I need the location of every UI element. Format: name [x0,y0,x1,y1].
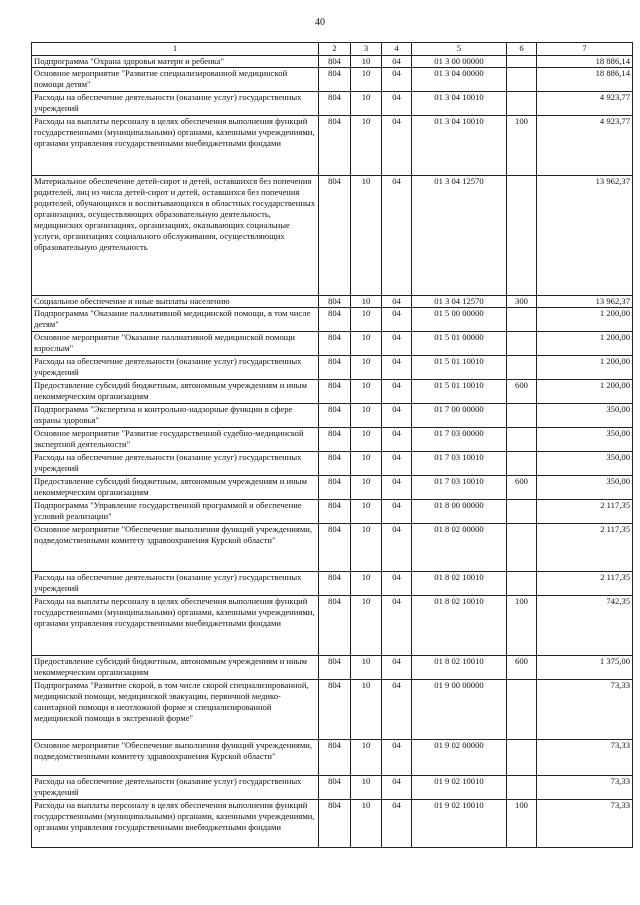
row-col2: 804 [319,380,351,404]
row-col2: 804 [319,296,351,308]
row-col2: 804 [319,476,351,500]
row-col3: 10 [351,524,382,572]
row-col4: 04 [382,296,412,308]
row-col2: 804 [319,800,351,848]
row-col4: 04 [382,176,412,296]
row-col5: 01 8 00 00000 [412,500,507,524]
row-col2: 804 [319,308,351,332]
row-col3: 10 [351,68,382,92]
row-name: Предоставление субсидий бюджетным, автономным учреждениям и иным некоммерческим организациям [32,656,319,680]
row-col6 [507,524,537,572]
row-col5: 01 7 03 10010 [412,452,507,476]
row-col3: 10 [351,476,382,500]
row-col4: 04 [382,524,412,572]
row-col4: 04 [382,428,412,452]
row-name: Расходы на обеспечение деятельности (оказание услуг) государственных учреждений [32,92,319,116]
table-row [32,656,633,680]
row-col4: 04 [382,92,412,116]
row-name: Предоставление субсидий бюджетным, автономным учреждениям и иным некоммерческим организациям [32,476,319,500]
table-row [32,740,633,776]
row-col3: 10 [351,572,382,596]
column-header: 5 [412,43,507,56]
table-row [32,296,633,308]
row-col5: 01 3 00 00000 [412,56,507,68]
row-name: Расходы на обеспечение деятельности (оказание услуг) государственных учреждений [32,356,319,380]
row-name: Расходы на обеспечение деятельности (оказание услуг) государственных учреждений [32,776,319,800]
row-amount: 350,00 [537,452,633,476]
row-col3: 10 [351,596,382,656]
table-row [32,524,633,572]
row-col5: 01 5 01 00000 [412,332,507,356]
row-col6 [507,404,537,428]
row-col5: 01 3 04 10010 [412,92,507,116]
row-col6 [507,332,537,356]
row-name: Подпрограмма "Оказание паллиативной медицинской помощи, в том числе детям" [32,308,319,332]
row-col6 [507,176,537,296]
row-amount: 350,00 [537,428,633,452]
row-amount: 4 923,77 [537,116,633,176]
row-col4: 04 [382,452,412,476]
row-name: Подпрограмма "Экспертиза и контрольно-надзорные функции в сфере охраны здоровья" [32,404,319,428]
row-name: Основное мероприятие "Оказание паллиативной медицинской помощи взрослым" [32,332,319,356]
row-amount: 73,33 [537,800,633,848]
row-col5: 01 3 04 12570 [412,296,507,308]
row-amount: 73,33 [537,776,633,800]
row-col4: 04 [382,356,412,380]
column-header: 3 [351,43,382,56]
table-row [32,428,633,452]
row-col2: 804 [319,680,351,740]
table-row [32,356,633,380]
row-name: Расходы на выплаты персоналу в целях обеспечения выполнения функций государственными (муниципальными) органами, казенными учреждениями, органами управления государственными внебюджетными фондами [32,116,319,176]
row-col5: 01 8 02 10010 [412,596,507,656]
row-col5: 01 9 02 10010 [412,776,507,800]
row-col5: 01 5 00 00000 [412,308,507,332]
row-col5: 01 5 01 10010 [412,356,507,380]
row-amount: 4 923,77 [537,92,633,116]
row-col6 [507,68,537,92]
row-amount: 742,35 [537,596,633,656]
row-col4: 04 [382,740,412,776]
row-col6 [507,680,537,740]
table-row [32,680,633,740]
row-col6 [507,308,537,332]
column-header: 1 [32,43,319,56]
row-col4: 04 [382,404,412,428]
row-name: Предоставление субсидий бюджетным, автономным учреждениям и иным некоммерческим организациям [32,380,319,404]
row-col6 [507,428,537,452]
row-col6: 100 [507,116,537,176]
row-col5: 01 7 00 00000 [412,404,507,428]
row-name: Подпрограмма "Развитие скорой, в том числе скорой специализированной, медицинской помощи, медицинской эвакуации, первичной медико-санитарной помощи в неотложной форме и специализированной медицинской помощи в экстренной форме" [32,680,319,740]
row-col3: 10 [351,680,382,740]
table-row [32,500,633,524]
row-col6: 600 [507,380,537,404]
row-col4: 04 [382,680,412,740]
row-col3: 10 [351,56,382,68]
row-col5: 01 3 04 12570 [412,176,507,296]
row-amount: 18 886,14 [537,56,633,68]
row-amount: 13 962,37 [537,296,633,308]
row-col3: 10 [351,428,382,452]
row-col6 [507,452,537,476]
row-col2: 804 [319,356,351,380]
header-row [32,43,633,56]
row-col3: 10 [351,380,382,404]
row-amount: 2 117,35 [537,524,633,572]
table-row [32,332,633,356]
row-name: Основное мероприятие "Развитие специализированной медицинской помощи детям" [32,68,319,92]
row-name: Основное мероприятие "Обеспечение выполнения функций учреждениями, подведомственными комитету здравоохранения Курской области" [32,740,319,776]
row-col3: 10 [351,308,382,332]
column-header: 2 [319,43,351,56]
row-col6 [507,572,537,596]
row-col5: 01 5 01 10010 [412,380,507,404]
row-col2: 804 [319,176,351,296]
row-amount: 1 200,00 [537,356,633,380]
row-col5: 01 9 02 10010 [412,800,507,848]
row-col2: 804 [319,404,351,428]
row-col2: 804 [319,776,351,800]
row-amount: 1 200,00 [537,380,633,404]
table-row [32,572,633,596]
row-amount: 1 200,00 [537,308,633,332]
row-name: Расходы на выплаты персоналу в целях обеспечения выполнения функций государственными (муниципальными) органами, казенными учреждениями, органами управления государственными внебюджетными фондами [32,800,319,848]
row-col3: 10 [351,452,382,476]
row-col2: 804 [319,56,351,68]
row-col6: 100 [507,596,537,656]
table-row [32,56,633,68]
row-col3: 10 [351,740,382,776]
row-col3: 10 [351,356,382,380]
row-col2: 804 [319,500,351,524]
column-header: 7 [537,43,633,56]
row-col4: 04 [382,656,412,680]
table-row [32,404,633,428]
row-col2: 804 [319,596,351,656]
row-col5: 01 3 04 10010 [412,116,507,176]
row-col2: 804 [319,92,351,116]
row-name: Расходы на обеспечение деятельности (оказание услуг) государственных учреждений [32,572,319,596]
row-amount: 18 886,14 [537,68,633,92]
row-col3: 10 [351,404,382,428]
row-col4: 04 [382,68,412,92]
table-row [32,800,633,848]
row-col3: 10 [351,332,382,356]
row-col5: 01 8 02 00000 [412,524,507,572]
row-col4: 04 [382,380,412,404]
row-col5: 01 7 03 10010 [412,476,507,500]
row-col4: 04 [382,116,412,176]
row-col4: 04 [382,776,412,800]
row-col4: 04 [382,596,412,656]
row-col4: 04 [382,332,412,356]
table-row [32,308,633,332]
row-col3: 10 [351,116,382,176]
row-name: Расходы на обеспечение деятельности (оказание услуг) государственных учреждений [32,452,319,476]
row-amount: 2 117,35 [537,572,633,596]
row-col4: 04 [382,56,412,68]
row-col3: 10 [351,296,382,308]
row-amount: 73,33 [537,680,633,740]
column-header: 6 [507,43,537,56]
row-col3: 10 [351,176,382,296]
row-amount: 350,00 [537,404,633,428]
table-row [32,596,633,656]
table-row [32,68,633,92]
row-amount: 1 375,00 [537,656,633,680]
column-header: 4 [382,43,412,56]
row-col6 [507,500,537,524]
table-row [32,476,633,500]
row-col5: 01 8 02 10010 [412,572,507,596]
row-col2: 804 [319,740,351,776]
row-col4: 04 [382,308,412,332]
row-col6: 300 [507,296,537,308]
row-col2: 804 [319,68,351,92]
row-col2: 804 [319,332,351,356]
row-col6 [507,356,537,380]
row-name: Основное мероприятие "Развитие государственной судебно-медицинской экспертной деятельности" [32,428,319,452]
page-number: 40 [315,17,325,28]
row-col2: 804 [319,428,351,452]
row-col6 [507,740,537,776]
row-col2: 804 [319,656,351,680]
row-col6 [507,92,537,116]
row-col5: 01 9 02 00000 [412,740,507,776]
table-row [32,116,633,176]
row-name: Подпрограмма "Охрана здоровья матери и ребенка" [32,56,319,68]
row-amount: 1 200,00 [537,332,633,356]
row-col5: 01 7 03 00000 [412,428,507,452]
table-row [32,776,633,800]
row-name: Подпрограмма "Управление государственной программой и обеспечение условий реализации" [32,500,319,524]
row-col5: 01 3 04 00000 [412,68,507,92]
row-col6 [507,776,537,800]
row-col4: 04 [382,476,412,500]
row-col6: 600 [507,656,537,680]
row-name: Расходы на выплаты персоналу в целях обеспечения выполнения функций государственными (муниципальными) органами, казенными учреждениями, органами управления государственными внебюджетными фондами [32,596,319,656]
row-col2: 804 [319,524,351,572]
row-col3: 10 [351,92,382,116]
row-col2: 804 [319,116,351,176]
row-col6: 100 [507,800,537,848]
row-amount: 350,00 [537,476,633,500]
row-col2: 804 [319,572,351,596]
row-name: Социальное обеспечение и иные выплаты населению [32,296,319,308]
row-col6 [507,56,537,68]
table-row [32,92,633,116]
row-name: Основное мероприятие "Обеспечение выполнения функций учреждениями, подведомственными комитету здравоохранения Курской области" [32,524,319,572]
row-amount: 73,33 [537,740,633,776]
row-col4: 04 [382,800,412,848]
row-amount: 13 962,37 [537,176,633,296]
budget-table [31,42,633,848]
table-row [32,452,633,476]
row-name: Материальное обеспечение детей-сирот и детей, оставшихся без попечения родителей, лиц из числа детей-сирот и детей, оставшихся без попечения родителей, обучающихся и воспитывающихся в областных государственных организациях, осуществляющих образовательную деятельность, медицинских организациях, организациях, оказывающих социальные услуги, организациях социального обслуживания, осуществляющих образовательную деятельность [32,176,319,296]
row-col3: 10 [351,776,382,800]
row-col2: 804 [319,452,351,476]
row-col5: 01 9 00 00000 [412,680,507,740]
table-row [32,176,633,296]
row-col6: 600 [507,476,537,500]
table-row [32,380,633,404]
row-col4: 04 [382,500,412,524]
row-col3: 10 [351,800,382,848]
row-col5: 01 8 02 10010 [412,656,507,680]
row-col4: 04 [382,572,412,596]
row-col3: 10 [351,656,382,680]
row-amount: 2 117,35 [537,500,633,524]
row-col3: 10 [351,500,382,524]
